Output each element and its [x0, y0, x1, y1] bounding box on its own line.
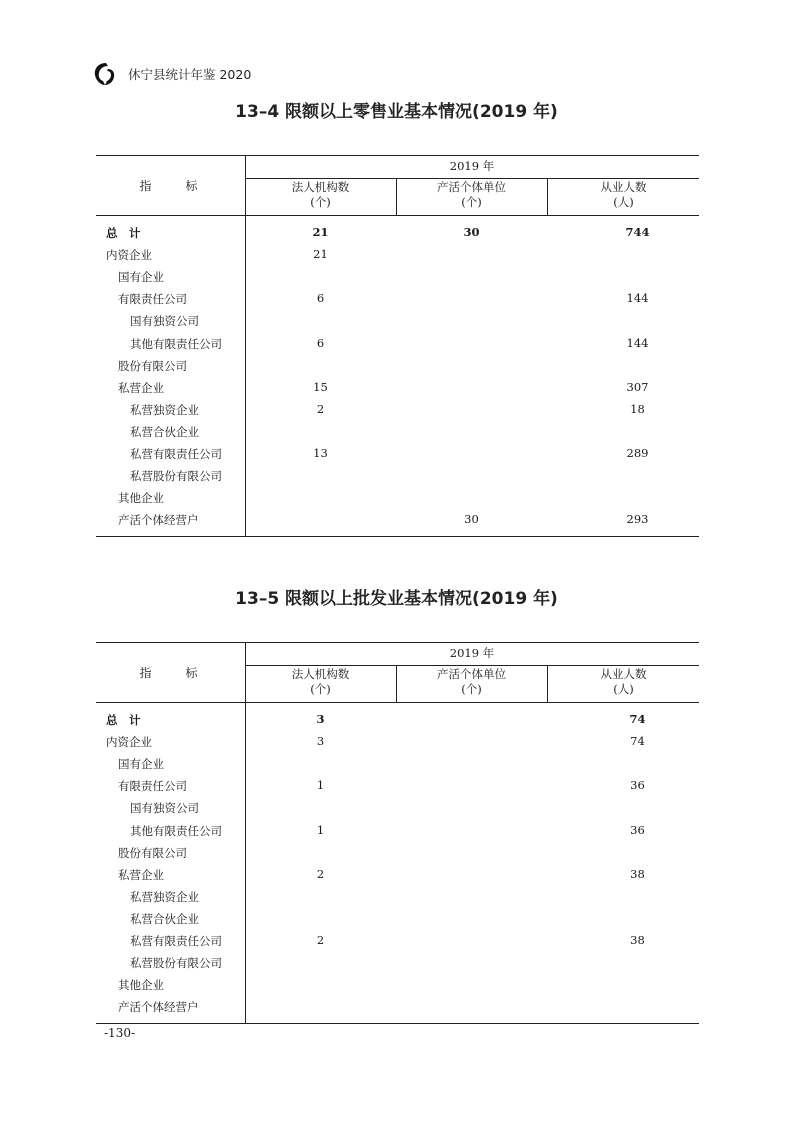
cell-value: 74	[630, 734, 645, 749]
cell-value: 13	[313, 446, 328, 460]
table-row	[96, 930, 699, 952]
row-label: 私营企业	[118, 867, 164, 882]
yearbook-logo-icon	[92, 60, 120, 88]
row-label: 产活个体经营户	[118, 1000, 199, 1015]
page-header	[92, 60, 251, 88]
table-13-4	[96, 155, 699, 537]
cell-value: 3	[316, 712, 325, 726]
table-row	[96, 775, 699, 797]
table-row	[96, 974, 699, 996]
cell-value: 3	[316, 734, 325, 749]
row-label: 其他有限责任公司	[130, 823, 222, 838]
table-13-5-title: 13–5 限额以上批发业基本情况(2019 年)	[235, 589, 558, 609]
cell-value: 6	[316, 335, 325, 350]
row-label: 国有独资公司	[130, 801, 199, 816]
row-label: 股份有限公司	[118, 845, 187, 860]
cell-value: 144	[626, 335, 649, 350]
row-label: 内资企业	[106, 248, 152, 263]
row-label: 私营有限责任公司	[130, 447, 222, 461]
row-label: 私营有限责任公司	[130, 934, 222, 948]
row-label: 产活个体经营户	[118, 513, 199, 528]
cell-value: 744	[625, 225, 650, 239]
yearbook-title: 休宁县统计年鉴 2020	[128, 67, 252, 82]
cell-value: 2	[316, 401, 325, 416]
cell-value: 307	[626, 379, 649, 394]
column-header: 从业人数 (人)	[600, 667, 647, 696]
page-number: -130-	[104, 1026, 136, 1040]
cell-value: 74	[629, 712, 646, 726]
column-header: 产活个体单位 (个)	[437, 667, 506, 696]
row-label: 其他企业	[118, 491, 164, 506]
year-header: 2019 年	[449, 646, 495, 660]
row-label: 私营合伙企业	[130, 911, 199, 926]
cell-value: 1	[316, 778, 325, 793]
row-label: 私营股份有限公司	[130, 956, 222, 971]
table-row	[96, 996, 699, 1018]
table-row	[96, 864, 699, 886]
cell-value: 36	[630, 778, 645, 793]
table-row	[96, 244, 699, 266]
table-row	[96, 355, 699, 377]
row-label: 国有独资公司	[130, 314, 199, 329]
row-label: 私营股份有限公司	[130, 469, 222, 484]
row-label: 私营企业	[118, 380, 164, 395]
cell-value: 6	[316, 291, 325, 306]
table-row	[96, 487, 699, 509]
row-label: 有限责任公司	[118, 292, 187, 307]
cell-value: 18	[630, 401, 645, 416]
row-label: 其他有限责任公司	[130, 336, 222, 351]
row-label: 有限责任公司	[118, 779, 187, 794]
row-label: 股份有限公司	[118, 358, 187, 373]
table-row	[96, 377, 699, 399]
cell-value: 30	[464, 512, 479, 527]
table-row	[96, 443, 699, 465]
table-row	[96, 820, 699, 842]
table-row	[96, 908, 699, 930]
column-header: 从业人数 (人)	[600, 180, 647, 209]
column-header: 产活个体单位 (个)	[437, 180, 506, 209]
row-label: 私营独资企业	[130, 889, 199, 904]
cell-value: 21	[313, 247, 328, 262]
cell-value: 30	[463, 225, 480, 239]
column-header: 法人机构数 (个)	[291, 180, 350, 209]
table-13-5	[96, 642, 699, 1024]
cell-value: 2	[316, 933, 325, 947]
cell-value: 36	[630, 822, 645, 837]
table-row	[96, 797, 699, 819]
table-row	[96, 886, 699, 908]
row-label: 国有企业	[118, 757, 164, 772]
cell-value: 144	[626, 291, 649, 306]
table-row	[96, 222, 699, 244]
table-row	[96, 288, 699, 310]
table-row	[96, 333, 699, 355]
row-label: 国有企业	[118, 270, 164, 285]
table-row	[96, 952, 699, 974]
table-row	[96, 399, 699, 421]
column-header: 法人机构数 (个)	[291, 667, 350, 696]
table-row	[96, 266, 699, 288]
table-row	[96, 465, 699, 487]
cell-value: 15	[313, 379, 328, 394]
cell-value: 293	[626, 512, 649, 527]
year-header: 2019 年	[449, 159, 495, 173]
table-row	[96, 421, 699, 443]
table-row	[96, 731, 699, 753]
row-label: 私营独资企业	[130, 402, 199, 417]
row-label: 总 计	[106, 713, 141, 727]
table-13-4-title: 13–4 限额以上零售业基本情况(2019 年)	[235, 102, 558, 122]
row-label: 总 计	[106, 226, 141, 240]
row-label: 私营合伙企业	[130, 424, 199, 439]
row-label: 内资企业	[106, 735, 152, 750]
indicator-header: 指标	[139, 178, 232, 193]
table-row	[96, 709, 699, 731]
indicator-header: 指标	[139, 665, 232, 680]
cell-value: 2	[316, 866, 325, 881]
table-row	[96, 310, 699, 332]
cell-value: 38	[630, 866, 645, 881]
cell-value: 1	[316, 822, 325, 837]
cell-value: 21	[312, 225, 329, 239]
table-row	[96, 842, 699, 864]
table-row	[96, 509, 699, 531]
row-label: 其他企业	[118, 978, 164, 993]
cell-value: 38	[630, 933, 645, 947]
table-row	[96, 753, 699, 775]
cell-value: 289	[626, 446, 649, 460]
